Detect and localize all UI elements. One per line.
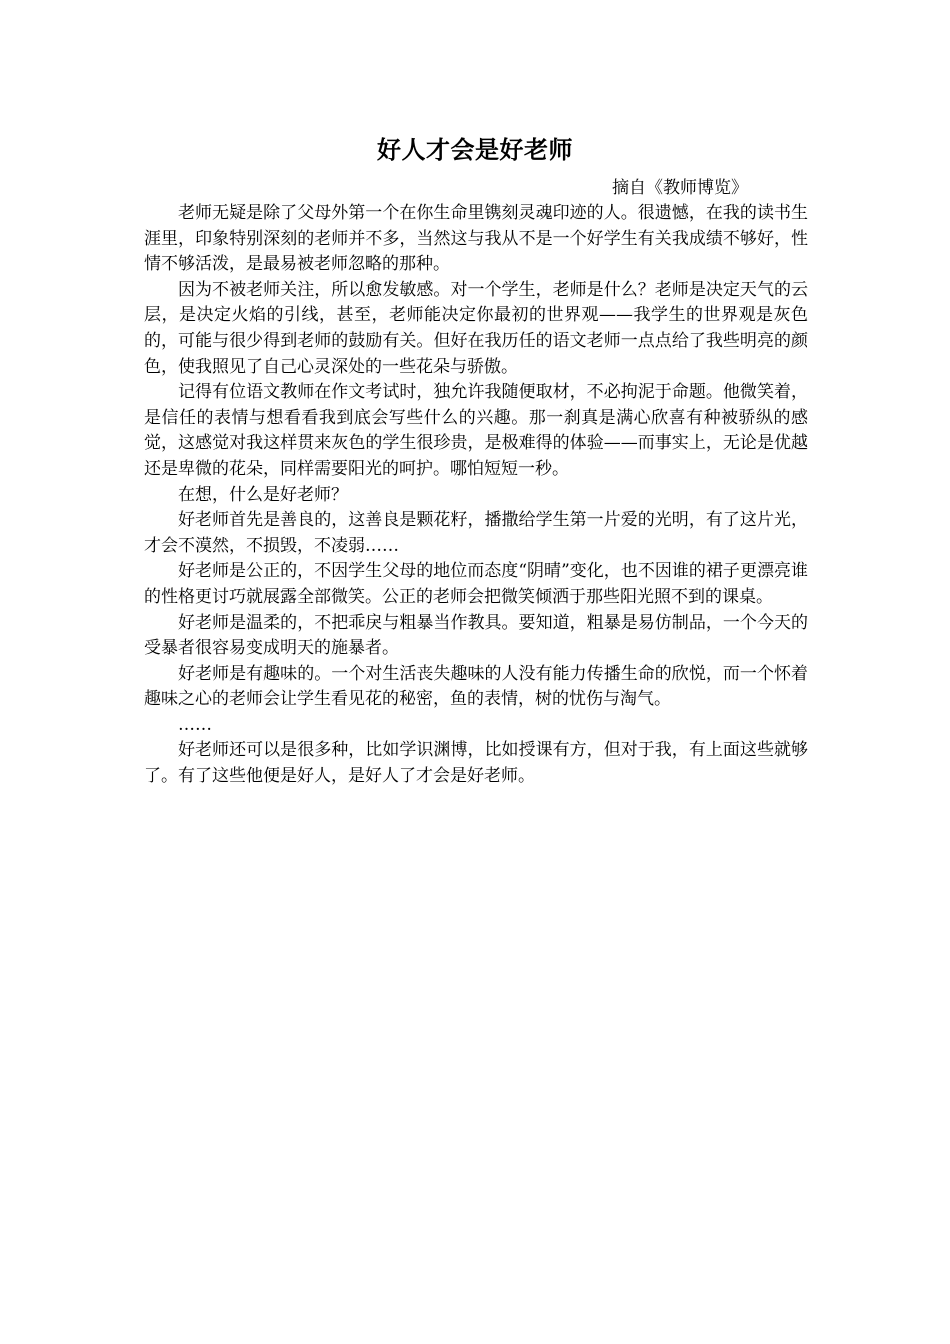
ellipsis-line: ……	[178, 714, 212, 735]
paragraph: 好老师是温柔的，不把乖戾与粗暴当作教具。要知道，粗暴是易仿制品，一个今天的受暴者很容易变成明天的施暴者。	[144, 612, 808, 659]
paragraph: 因为不被老师关注，所以愈发敏感。对一个学生，老师是什么？老师是决定天气的云层，是决定火焰的引线，甚至，老师能决定你最初的世界观——我学生的世界观是灰色的，可能与很少得到老师的鼓励有关。但好在我历任的语文老师一点点给了我些明亮的颜色，使我照见了自己心灵深处的一些花朵与骄傲。	[144, 279, 808, 377]
paragraph: 老师无疑是除了父母外第一个在你生命里镌刻灵魂印迹的人。很遗憾，在我的读书生涯里，印象特别深刻的老师并不多，当然这与我从不是一个好学生有关我成绩不够好，性情不够活泼，是最易被老师忽略的那种。	[144, 203, 808, 275]
document-source: 摘自《教师博览》	[612, 178, 748, 198]
document-body	[144, 201, 808, 790]
paragraph: 记得有位语文教师在作文考试时，独允许我随便取材，不必拘泥于命题。他微笑着，是信任的表情与想看看我到底会写些什么的兴趣。那一刹真是满心欣喜有种被骄纵的感觉，这感觉对我这样贯来灰色的学生很珍贵，是极难得的体验——而事实上，无论是优越还是卑微的花朵，同样需要阳光的呵护。哪怕短短一秒。	[144, 382, 808, 479]
paragraph: 好老师首先是善良的，这善良是颗花籽，播撒给学生第一片爱的光明，有了这片光，才会不漠然，不损毁，不凌弱……	[144, 510, 808, 556]
document-title: 好人才会是好老师	[377, 135, 573, 164]
paragraph: 好老师是公正的，不因学生父母的地位而态度“阴晴”变化，也不因谁的裙子更漂亮谁的性格更讨巧就展露全部微笑。公正的老师会把微笑倾洒于那些阳光照不到的课桌。	[144, 561, 808, 607]
paragraph: 好老师还可以是很多种，比如学识渊博，比如授课有方，但对于我，有上面这些就够了。有了这些他便是好人，是好人了才会是好老师。	[144, 740, 808, 787]
paragraph: 好老师是有趣味的。一个对生活丧失趣味的人没有能力传播生命的欣悦，而一个怀着趣味之心的老师会让学生看见花的秘密，鱼的表情，树的忧伤与淘气。	[144, 663, 808, 710]
paragraph: 在想，什么是好老师？	[178, 484, 348, 505]
